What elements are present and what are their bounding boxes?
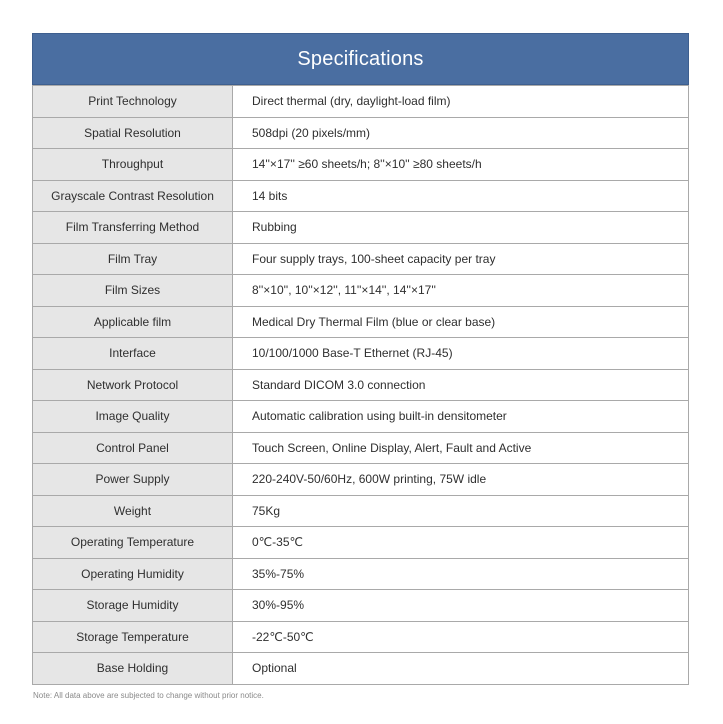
table-row — [33, 621, 689, 653]
spec-label: Control Panel — [33, 432, 233, 464]
table-row — [33, 653, 689, 685]
spec-label: Applicable film — [33, 306, 233, 338]
page-title: Specifications — [297, 47, 424, 70]
table-row — [33, 464, 689, 496]
spec-value: 0℃-35℃ — [233, 527, 689, 559]
spec-value: Touch Screen, Online Display, Alert, Fault and Active — [233, 432, 689, 464]
table-row — [33, 180, 689, 212]
spec-label: Network Protocol — [33, 369, 233, 401]
table-row — [33, 558, 689, 590]
table-row — [33, 432, 689, 464]
table-row — [33, 243, 689, 275]
table-row — [33, 149, 689, 181]
table-row — [33, 275, 689, 307]
spec-label: Print Technology — [33, 86, 233, 118]
spec-value: 8''×10'', 10''×12'', 11''×14'', 14''×17'' — [233, 275, 689, 307]
spec-label: Image Quality — [33, 401, 233, 433]
spec-label: Film Tray — [33, 243, 233, 275]
spec-table-body — [33, 86, 689, 685]
spec-value: 10/100/1000 Base-T Ethernet (RJ-45) — [233, 338, 689, 370]
table-row — [33, 338, 689, 370]
spec-sheet — [32, 33, 689, 685]
disclaimer-note: Note: All data above are subjected to change without prior notice. — [33, 691, 264, 700]
spec-label: Base Holding — [33, 653, 233, 685]
spec-label: Weight — [33, 495, 233, 527]
table-row — [33, 369, 689, 401]
spec-value: 14''×17'' ≥60 sheets/h; 8''×10'' ≥80 sheets/h — [233, 149, 689, 181]
spec-label: Throughput — [33, 149, 233, 181]
spec-label: Spatial Resolution — [33, 117, 233, 149]
table-row — [33, 401, 689, 433]
table-row — [33, 590, 689, 622]
table-row — [33, 117, 689, 149]
spec-value: Direct thermal (dry, daylight-load film) — [233, 86, 689, 118]
table-row — [33, 495, 689, 527]
spec-label: Operating Humidity — [33, 558, 233, 590]
spec-value: Four supply trays, 100-sheet capacity per tray — [233, 243, 689, 275]
spec-label: Storage Humidity — [33, 590, 233, 622]
spec-label: Power Supply — [33, 464, 233, 496]
table-row — [33, 306, 689, 338]
table-row — [33, 212, 689, 244]
spec-label: Grayscale Contrast Resolution — [33, 180, 233, 212]
spec-label: Film Sizes — [33, 275, 233, 307]
spec-value: -22℃-50℃ — [233, 621, 689, 653]
spec-label: Interface — [33, 338, 233, 370]
spec-header — [32, 33, 689, 85]
spec-label: Operating Temperature — [33, 527, 233, 559]
spec-value: Optional — [233, 653, 689, 685]
spec-value: 75Kg — [233, 495, 689, 527]
table-row — [33, 527, 689, 559]
spec-value: Standard DICOM 3.0 connection — [233, 369, 689, 401]
spec-value: Medical Dry Thermal Film (blue or clear base) — [233, 306, 689, 338]
spec-label: Film Transferring Method — [33, 212, 233, 244]
table-row — [33, 86, 689, 118]
spec-value: 220-240V-50/60Hz, 600W printing, 75W idle — [233, 464, 689, 496]
spec-value: 508dpi (20 pixels/mm) — [233, 117, 689, 149]
spec-value: Rubbing — [233, 212, 689, 244]
spec-value: 14 bits — [233, 180, 689, 212]
spec-value: 30%-95% — [233, 590, 689, 622]
spec-value: Automatic calibration using built-in densitometer — [233, 401, 689, 433]
spec-label: Storage Temperature — [33, 621, 233, 653]
spec-table — [32, 85, 689, 685]
spec-value: 35%-75% — [233, 558, 689, 590]
